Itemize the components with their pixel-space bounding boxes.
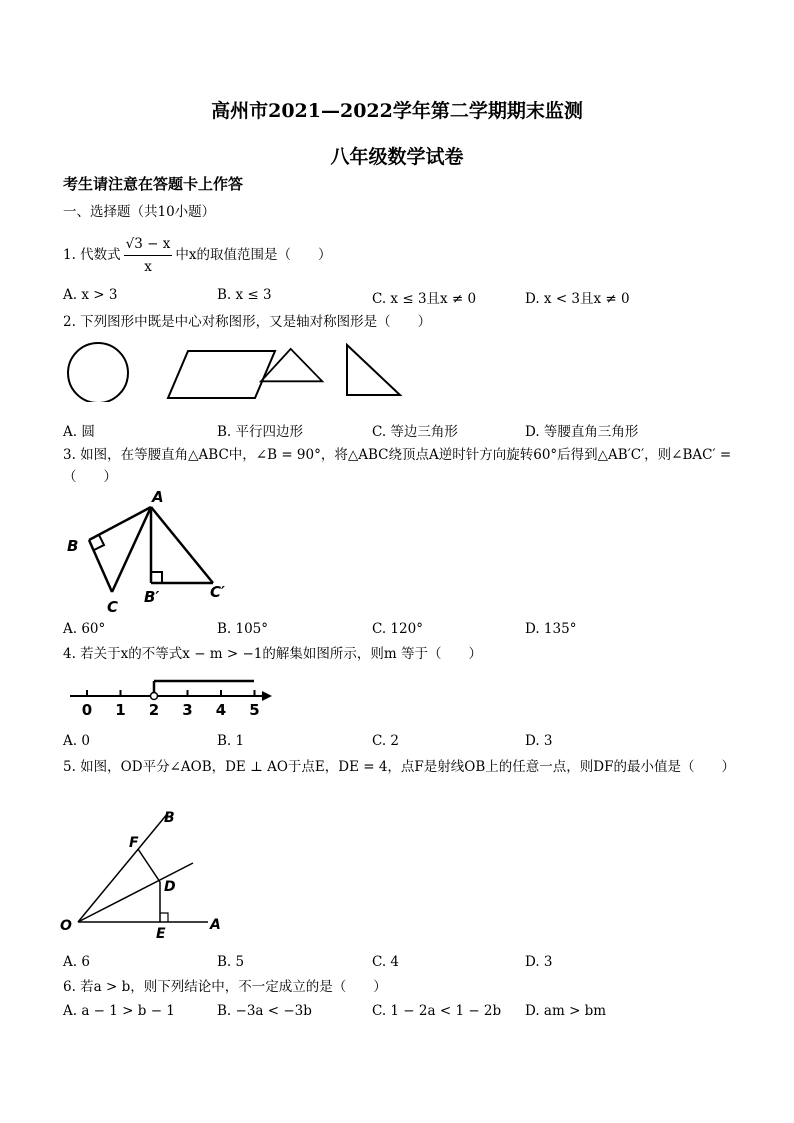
open-circle-marker bbox=[151, 693, 158, 700]
label-b: B bbox=[164, 810, 175, 826]
label-b-prime: B′ bbox=[144, 588, 160, 606]
question-3-option-d: D. 135° bbox=[525, 621, 577, 637]
question-6-option-a: A. a − 1 > b − 1 bbox=[63, 1003, 175, 1019]
number-line-tick-label: 4 bbox=[215, 701, 227, 719]
question-3-figure bbox=[60, 488, 250, 618]
question-5-option-d: D. 3 bbox=[525, 954, 553, 970]
section-heading: 一、选择题（共10小题） bbox=[63, 204, 216, 220]
question-6-option-c: C. 1 − 2a < 1 − 2b bbox=[372, 1003, 502, 1019]
equilateral-triangle-shape bbox=[261, 349, 322, 381]
label-a: A bbox=[152, 488, 164, 506]
question-2-figures bbox=[60, 338, 410, 402]
notice-text: 考生请注意在答题卡上作答 bbox=[63, 175, 244, 193]
question-2-option-d: D. 等腰直角三角形 bbox=[525, 424, 639, 440]
question-5-option-b: B. 5 bbox=[217, 954, 245, 970]
question-5-stem: 5. 如图，OD平分∠AOB，DE ⊥ AO于点E，DE = 4，点F是射线OB上的任意一点，则DF的最小值是（ ） bbox=[63, 759, 735, 775]
question-1-fraction bbox=[124, 233, 173, 278]
question-4-number-line bbox=[60, 672, 280, 720]
number-line-tick-label: 3 bbox=[182, 701, 193, 719]
question-5-option-c: C. 4 bbox=[372, 954, 400, 970]
question-5-figure bbox=[60, 806, 230, 944]
question-1-pre: 1. 代数式 bbox=[63, 247, 121, 263]
question-6-stem: 6. 若a > b，则下列结论中，不一定成立的是（ ） bbox=[63, 979, 387, 995]
question-3-option-a: A. 60° bbox=[63, 621, 106, 637]
circle-shape bbox=[68, 343, 128, 402]
question-2-option-a: A. 圆 bbox=[63, 424, 95, 440]
question-2-option-c: C. 等边三角形 bbox=[372, 424, 458, 440]
label-d: D bbox=[164, 879, 176, 895]
question-6-option-b: B. −3a < −3b bbox=[217, 1003, 312, 1019]
question-4-option-d: D. 3 bbox=[525, 733, 553, 749]
number-line-tick-label: 0 bbox=[81, 701, 93, 719]
question-3-option-c: C. 120° bbox=[372, 621, 423, 637]
question-1-option-a: A. x > 3 bbox=[63, 287, 118, 303]
question-5-option-a: A. 6 bbox=[63, 954, 90, 970]
label-b: B bbox=[67, 537, 79, 555]
parallelogram-shape bbox=[168, 351, 275, 398]
question-1-option-c: C. x ≤ 3且x ≠ 0 bbox=[372, 291, 477, 307]
question-1-denominator: x bbox=[144, 259, 152, 275]
label-c: C bbox=[107, 598, 119, 616]
question-3-stem: 3. 如图，在等腰直角△ABC中，∠B = 90°，将△ABC绕顶点A逆时针方向旋转60°后得到△AB′C′，则∠BAC′ =（ ） bbox=[63, 447, 732, 485]
label-c-prime: C′ bbox=[210, 583, 225, 601]
question-4-option-a: A. 0 bbox=[63, 733, 90, 749]
label-a: A bbox=[210, 917, 221, 933]
label-o: O bbox=[60, 918, 72, 934]
question-4-stem: 4. 若关于x的不等式x − m > −1的解集如图所示，则m 等于（ ） bbox=[63, 646, 482, 662]
label-f: F bbox=[129, 835, 139, 851]
question-1-option-b: B. x ≤ 3 bbox=[217, 287, 272, 303]
question-6-option-d: D. am > bm bbox=[525, 1003, 607, 1019]
number-line-tick-label: 1 bbox=[115, 701, 126, 719]
question-1-post: 中x的取值范围是（ ） bbox=[175, 247, 332, 263]
question-1-option-d: D. x < 3且x ≠ 0 bbox=[525, 291, 630, 307]
label-e: E bbox=[156, 926, 166, 942]
number-line-tick-label: 2 bbox=[148, 701, 160, 719]
question-3-option-b: B. 105° bbox=[217, 621, 269, 637]
question-2-option-b: B. 平行四边形 bbox=[217, 424, 304, 440]
question-2-stem: 2. 下列图形中既是中心对称图形，又是轴对称图形是（ ） bbox=[63, 314, 432, 330]
right-isosceles-triangle-shape bbox=[347, 345, 400, 395]
question-1-numerator: √3 − x bbox=[124, 233, 173, 256]
question-4-option-c: C. 2 bbox=[372, 733, 400, 749]
question-1-stem bbox=[63, 233, 332, 278]
question-4-option-b: B. 1 bbox=[217, 733, 245, 749]
exam-subtitle: 八年级数学试卷 bbox=[330, 146, 464, 168]
number-line-tick-label: 5 bbox=[249, 701, 260, 719]
exam-title: 高州市2021—2022学年第二学期期末监测 bbox=[211, 100, 583, 122]
